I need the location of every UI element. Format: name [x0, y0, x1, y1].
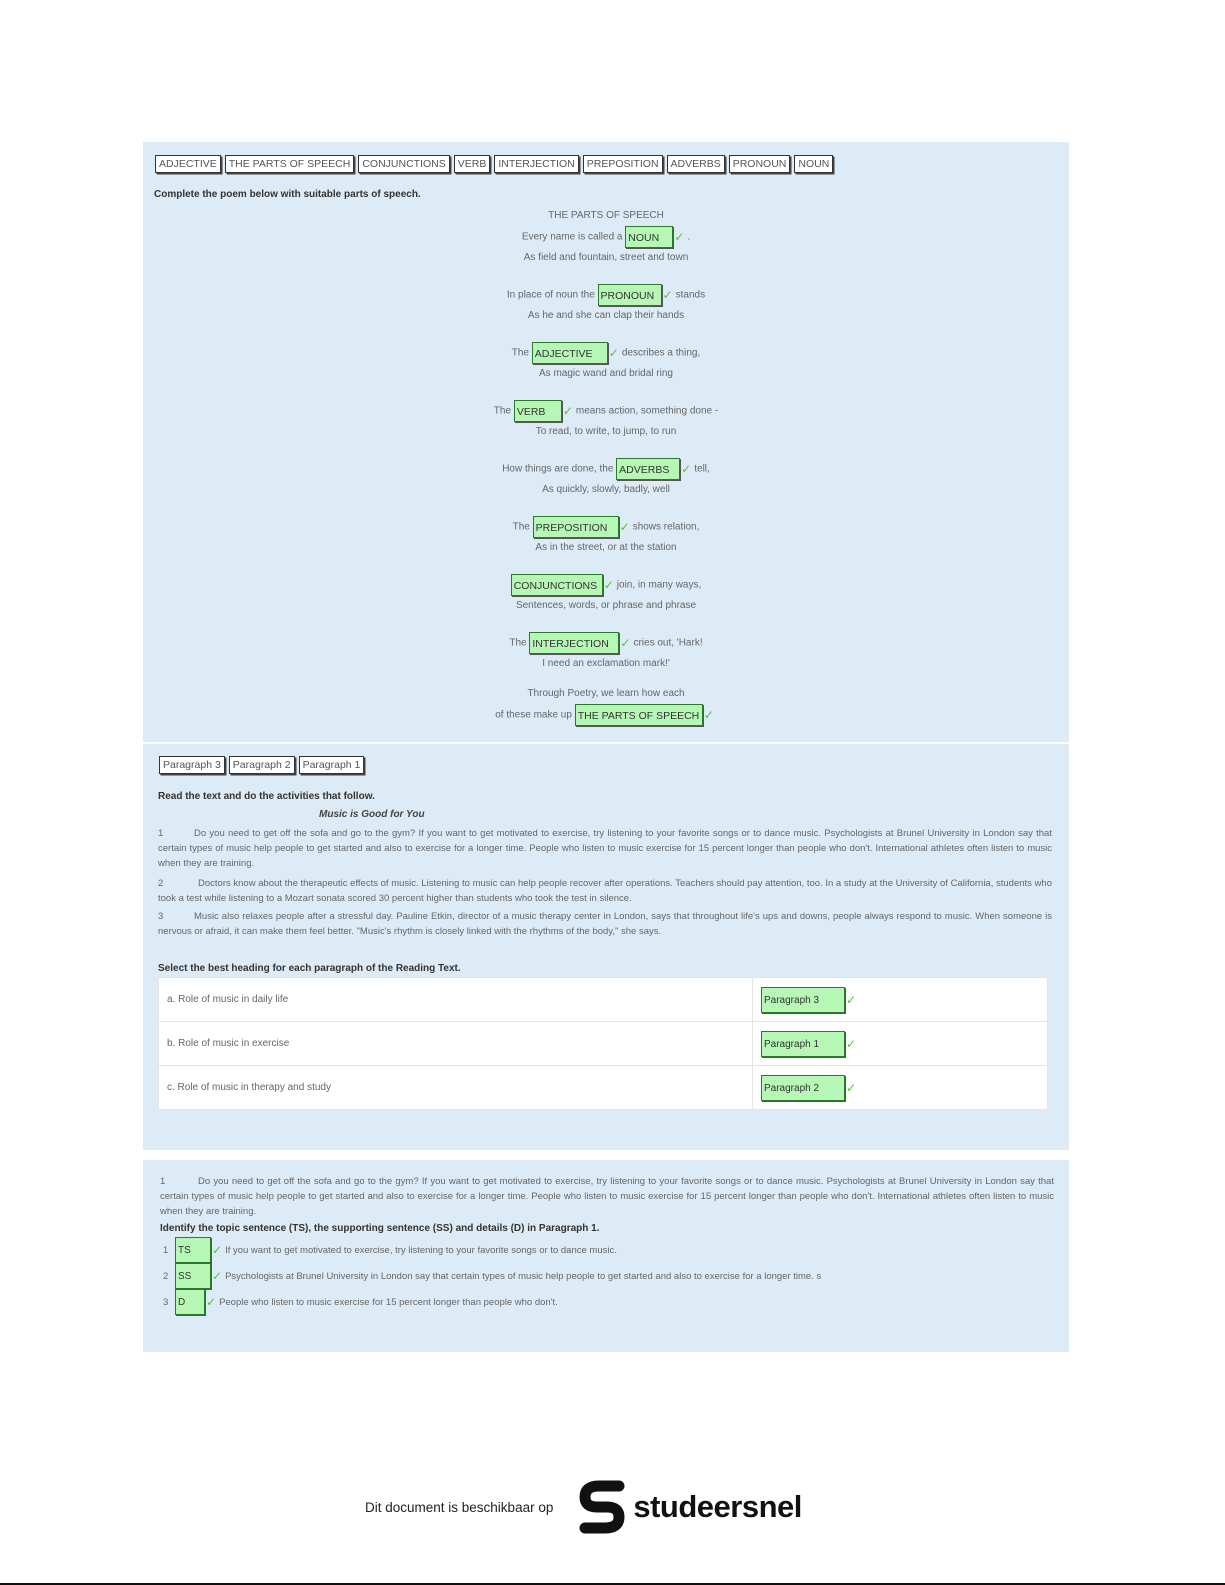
- heading-label: c. Role of music in therapy and study: [159, 1066, 753, 1110]
- reading-instruction: Read the text and do the activities that follow.: [158, 791, 375, 802]
- poem-exercise-panel: [143, 142, 1069, 742]
- heading-label: a. Role of music in daily life: [159, 978, 753, 1022]
- word-bank: [155, 155, 833, 173]
- brand-name[interactable]: studeersnel: [633, 1489, 802, 1524]
- paragraph-chip[interactable]: Paragraph 2: [229, 756, 295, 774]
- answer-drop-zone[interactable]: VERB: [514, 400, 562, 422]
- paragraph-word-bank: [159, 756, 364, 774]
- poem-line: To read, to write, to jump, to run: [535, 426, 677, 437]
- poem-line: As in the street, or at the station: [535, 542, 677, 553]
- answer-drop-zone[interactable]: NOUN: [625, 226, 673, 248]
- poem-line: How things are done, the ADVERBS ✓ tell,: [143, 458, 1069, 480]
- paragraph-chip[interactable]: Paragraph 3: [159, 756, 225, 774]
- poem-line: CONJUNCTIONS ✓ join, in many ways,: [143, 574, 1069, 596]
- poem-line: As magic wand and bridal ring: [539, 368, 673, 379]
- answer-drop-zone[interactable]: ADJECTIVE: [532, 342, 608, 364]
- word-chip[interactable]: ADVERBS: [667, 155, 725, 173]
- check-icon: ✓: [608, 346, 619, 360]
- poem-line: of these make up THE PARTS OF SPEECH ✓: [143, 704, 1069, 726]
- check-icon: ✓: [620, 636, 631, 650]
- check-icon: ✓: [212, 1269, 223, 1283]
- word-chip[interactable]: ADJECTIVE: [155, 155, 221, 173]
- poem-line: In place of noun the PRONOUN ✓ stands: [143, 284, 1069, 306]
- poem-line: The VERB ✓ means action, something done -: [143, 400, 1069, 422]
- answer-drop-zone[interactable]: THE PARTS OF SPEECH: [575, 704, 703, 726]
- poem-line: The ADJECTIVE ✓ describes a thing,: [143, 342, 1069, 364]
- heading-answer-drop-zone[interactable]: Paragraph 3: [761, 987, 845, 1013]
- ts-answer-drop-zone[interactable]: TS: [175, 1237, 211, 1263]
- poem-line: The INTERJECTION ✓ cries out, 'Hark!: [143, 632, 1069, 654]
- word-chip[interactable]: VERB: [454, 155, 491, 173]
- poem-instruction: Complete the poem below with suitable parts of speech.: [154, 189, 421, 200]
- poem-line: The PREPOSITION ✓ shows relation,: [143, 516, 1069, 538]
- studeersnel-logo-icon: [579, 1480, 625, 1534]
- answer-drop-zone[interactable]: PREPOSITION: [533, 516, 619, 538]
- check-icon: ✓: [846, 992, 857, 1007]
- reading-paragraph: 3 Music also relaxes people after a stressful day. Pauline Etkin, director of a music therapy center in London, says that throughout life's ups and downs, people always respond to music. When someone is nervous or afraid, it can make them feel better. "Music's rhythm is closely linked with the rhythms of the body," she says.: [158, 911, 1052, 937]
- check-icon: ✓: [212, 1243, 223, 1257]
- heading-label: b. Role of music in exercise: [159, 1022, 753, 1066]
- word-chip[interactable]: CONJUNCTIONS: [358, 155, 449, 173]
- poem-line: Sentences, words, or phrase and phrase: [515, 600, 697, 611]
- reading-paragraph: 1 Do you need to get off the sofa and go to the gym? If you want to get motivated to exercise, try listening to your favorite songs or to dance music. Psychologists at Brunel University in London say that certain types of music help people to get started and also to exercise for a longer time. People who listen to music exercise for 15 percent longer than people who don't. International athletes often listen to music when they are training.: [160, 1176, 1054, 1217]
- poem: [143, 206, 1069, 726]
- answer-drop-zone[interactable]: INTERJECTION: [529, 632, 619, 654]
- poem-line: Through Poetry, we learn how each: [527, 688, 685, 699]
- poem-line: Every name is called a NOUN ✓ .: [143, 226, 1069, 248]
- poem-line: I need an exclamation mark!': [542, 658, 670, 669]
- answer-drop-zone[interactable]: CONJUNCTIONS: [511, 574, 603, 596]
- check-icon: ✓: [562, 404, 573, 418]
- table-row: [159, 1022, 1048, 1066]
- match-instruction: Select the best heading for each paragraph of the Reading Text.: [158, 963, 461, 974]
- ts-answer-drop-zone[interactable]: D: [175, 1289, 205, 1315]
- word-chip[interactable]: THE PARTS OF SPEECH: [225, 155, 355, 173]
- ts-item: 1 TS ✓ If you want to get motivated to exercise, try listening to your favorite songs or to dance music.: [163, 1237, 617, 1263]
- check-icon: ✓: [703, 708, 714, 722]
- ts-sentence: People who listen to music exercise for 15 percent longer than people who don't.: [219, 1296, 558, 1308]
- ts-item: 2 SS ✓ Psychologists at Brunel University in London say that certain types of music help people to get started and also to exercise for a longer time. s: [163, 1263, 821, 1289]
- reading-exercise-panel: [143, 744, 1069, 1150]
- poem-line: As he and she can clap their hands: [527, 310, 685, 321]
- answer-drop-zone[interactable]: PRONOUN: [598, 284, 662, 306]
- table-row: [159, 978, 1048, 1022]
- footer-text: Dit document is beschikbaar op: [365, 1499, 554, 1515]
- poem-title: THE PARTS OF SPEECH: [548, 210, 664, 221]
- check-icon: ✓: [674, 230, 685, 244]
- topic-sentence-panel: [143, 1160, 1069, 1352]
- reading-paragraph: 2 Doctors know about the therapeutic effects of music. Listening to music can help people recover after operations. Teachers should pay attention, too. In a study at the University of California, students who took a test while listening to a Mozart sonata scored 30 percent higher than students who took the test in silence.: [158, 878, 1052, 904]
- poem-line: As quickly, slowly, badly, well: [542, 484, 670, 495]
- ts-item: 3 D ✓ People who listen to music exercise for 15 percent longer than people who don't.: [163, 1289, 558, 1315]
- ts-answer-drop-zone[interactable]: SS: [175, 1263, 211, 1289]
- heading-answer-drop-zone[interactable]: Paragraph 1: [761, 1031, 845, 1057]
- check-icon: ✓: [206, 1295, 217, 1309]
- reading-paragraph: 1 Do you need to get off the sofa and go to the gym? If you want to get motivated to exercise, try listening to your favorite songs or to dance music. Psychologists at Brunel University in London say that certain types of music help people to get started and also to exercise for a longer time. People who listen to music exercise for 15 percent longer than people who don't. International athletes often listen to music when they are training.: [158, 828, 1052, 869]
- check-icon: ✓: [846, 1080, 857, 1095]
- ts-sentence: If you want to get motivated to exercise, try listening to your favorite songs or to dance music.: [225, 1244, 617, 1256]
- footer: [365, 1480, 802, 1534]
- word-chip[interactable]: NOUN: [794, 155, 833, 173]
- heading-answer-drop-zone[interactable]: Paragraph 2: [761, 1075, 845, 1101]
- word-chip[interactable]: INTERJECTION: [494, 155, 578, 173]
- heading-match-table: [158, 977, 1048, 1110]
- table-row: [159, 1066, 1048, 1110]
- check-icon: ✓: [846, 1036, 857, 1051]
- poem-line: As field and fountain, street and town: [523, 252, 689, 263]
- word-chip[interactable]: PREPOSITION: [583, 155, 663, 173]
- check-icon: ✓: [662, 288, 673, 302]
- ts-instruction: Identify the topic sentence (TS), the supporting sentence (SS) and details (D) in Paragraph 1.: [160, 1223, 600, 1234]
- check-icon: ✓: [603, 578, 614, 592]
- check-icon: ✓: [619, 520, 630, 534]
- ts-sentence: Psychologists at Brunel University in London say that certain types of music help people to get started and also to exercise for a longer time. s: [225, 1270, 822, 1282]
- paragraph-chip[interactable]: Paragraph 1: [299, 756, 365, 774]
- answer-drop-zone[interactable]: ADVERBS: [616, 458, 680, 480]
- check-icon: ✓: [681, 462, 692, 476]
- reading-title: Music is Good for You: [319, 809, 425, 820]
- word-chip[interactable]: PRONOUN: [729, 155, 791, 173]
